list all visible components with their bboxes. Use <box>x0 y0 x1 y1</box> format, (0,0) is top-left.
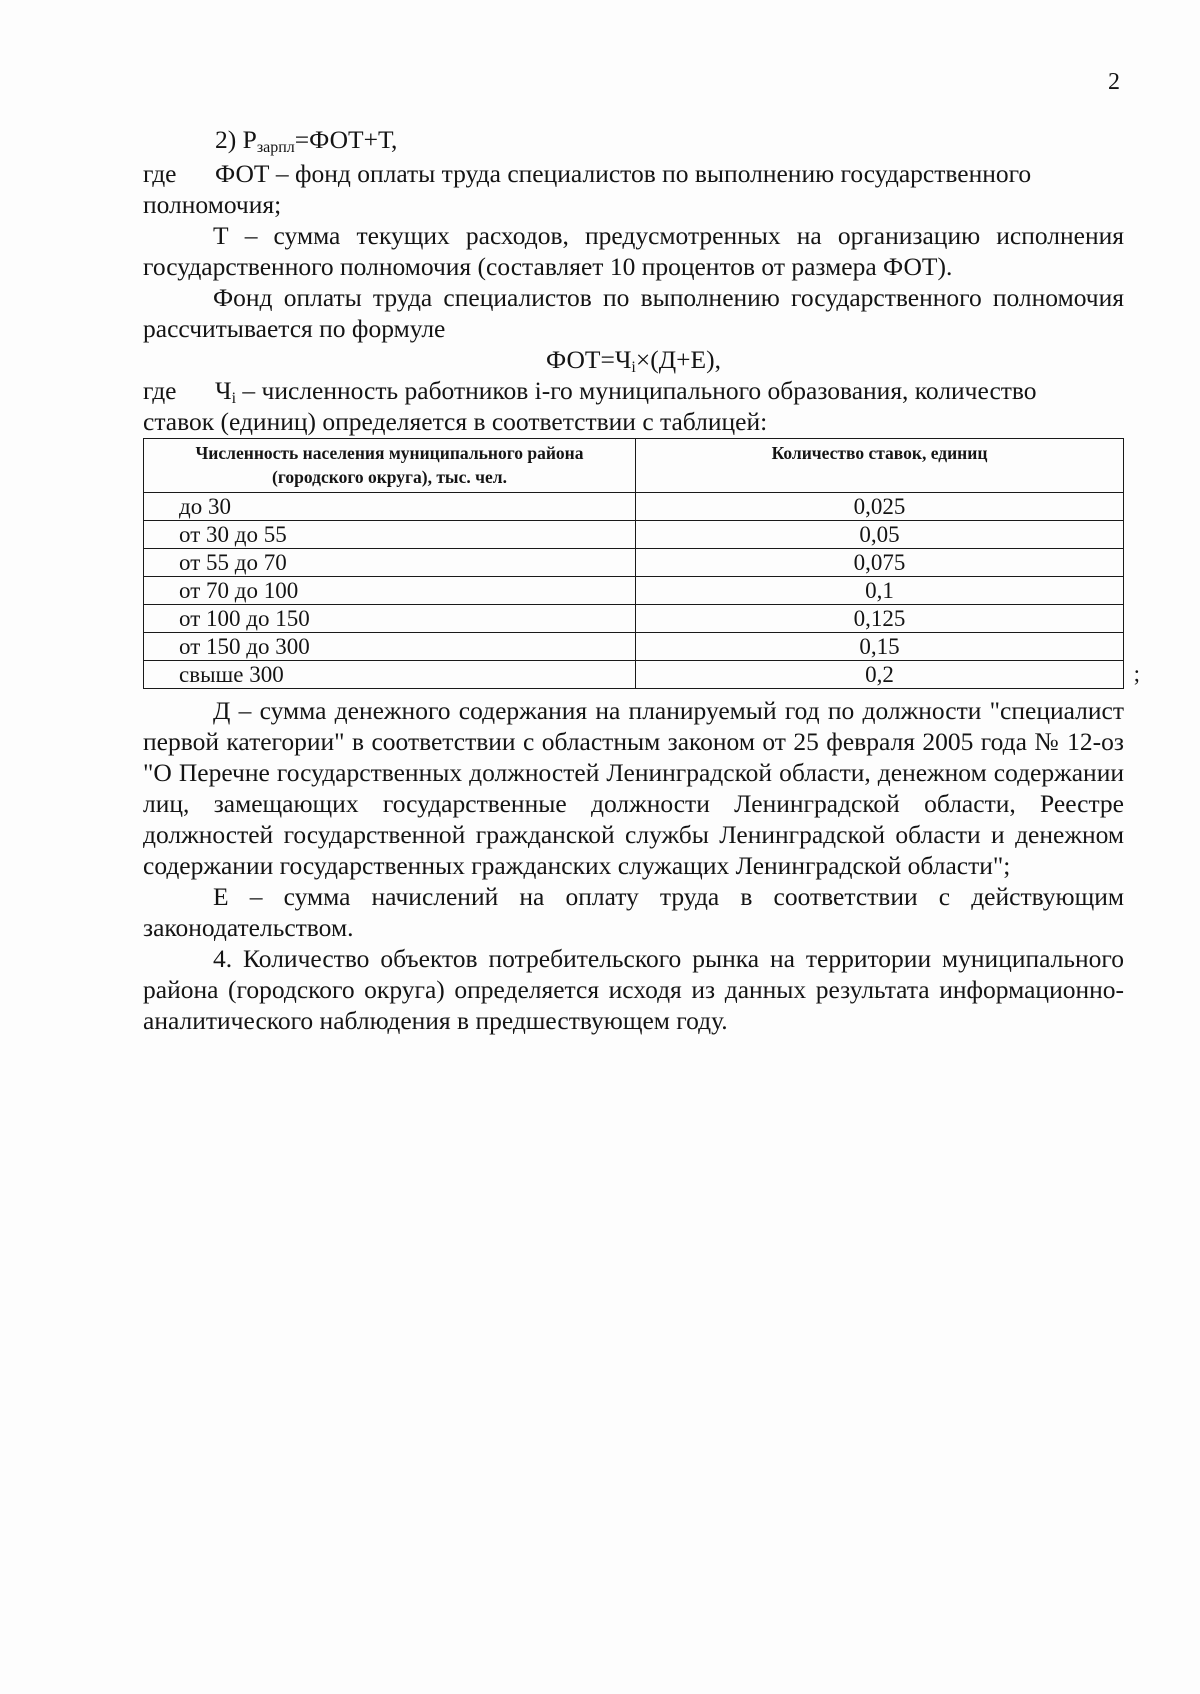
definition-ch-text: – численность работников i-го муниципального образования, количество <box>236 376 1037 405</box>
table-row <box>144 661 1124 689</box>
table-row <box>144 605 1124 633</box>
rate-cell: 0,025 <box>636 493 1124 521</box>
table-trailing-semicolon: ; <box>1133 661 1140 686</box>
rate-cell: 0,15 <box>636 633 1124 661</box>
definition-fot-cont: полномочия; <box>143 190 282 219</box>
formula-salary: 2) $Р_{зарпл}=ФОТ+Т$, <box>215 125 398 156</box>
definition-e: Е – сумма начислений на оплату труда в соответствии с действующим законодательством. <box>143 882 1124 942</box>
population-cell: от 100 до 150 <box>144 605 636 633</box>
fot-intro-paragraph: Фонд оплаты труда специалистов по выполнению государственного полномочия рассчитывается по формуле <box>143 283 1124 343</box>
population-cell: от 30 до 55 <box>144 521 636 549</box>
definition-fot-text: ФОТ – фонд оплаты труда специалистов по выполнению государственного <box>215 159 1032 188</box>
table-row <box>144 549 1124 577</box>
population-cell: от 70 до 100 <box>144 577 636 605</box>
ch-symbol: Ч <box>215 376 232 405</box>
table-row <box>144 633 1124 661</box>
formula-fot: $ФОТ=Ч_i\times(Д+Е)$, <box>546 345 721 376</box>
where-label: где <box>143 159 177 188</box>
rate-cell: 0,2 <box>636 661 1124 689</box>
definition-fot <box>143 158 1124 189</box>
table-row <box>144 521 1124 549</box>
population-cell: до 30 <box>144 493 636 521</box>
header-rates: Количество ставок, единиц <box>636 439 1124 493</box>
where-label: где <box>143 376 177 405</box>
table-header-row <box>144 439 1124 493</box>
population-cell: свыше 300 <box>144 661 636 689</box>
rate-cell: 0,075 <box>636 549 1124 577</box>
table-row <box>144 493 1124 521</box>
ch-subscript: i <box>231 390 237 407</box>
page-number: 2 <box>1108 69 1120 95</box>
rate-cell: 0,125 <box>636 605 1124 633</box>
rate-cell: 0,1 <box>636 577 1124 605</box>
table-row <box>144 577 1124 605</box>
definition-t: Т – сумма текущих расходов, предусмотренных на организацию исполнения государственного полномочия (составляет 10 процентов от размера ФОТ). <box>143 221 1124 281</box>
population-cell: от 150 до 300 <box>144 633 636 661</box>
document-body <box>143 124 1140 1036</box>
rate-cell: 0,05 <box>636 521 1124 549</box>
definition-ch-cont: ставок (единиц) определяется в соответствии с таблицей: <box>143 407 768 436</box>
staff-rates-table-wrap <box>143 438 1140 689</box>
header-population: Численность населения муниципального района (городского округа), тыс. чел. <box>144 439 636 493</box>
population-cell: от 55 до 70 <box>144 549 636 577</box>
item-4-paragraph: 4. Количество объектов потребительского рынка на территории муниципального района (городского округа) определяется исходя из данных результата информационно-аналитического наблюдения в предшествующем году. <box>143 944 1124 1035</box>
staff-rates-table <box>143 438 1124 689</box>
definition-d: Д – сумма денежного содержания на планируемый год по должности "специалист первой категории" в соответствии с областным законом от 25 февраля 2005 года № 12-оз "О Перечне государственных должностей Ленинградской области, денежном содержании лиц, замещающих государственные должности Ленинградской области, Реестре должностей государственной гражданской службы Ленинградской области и денежном содержании государственных гражданских служащих Ленинградской области"; <box>143 696 1124 880</box>
definition-ch <box>143 375 1124 406</box>
